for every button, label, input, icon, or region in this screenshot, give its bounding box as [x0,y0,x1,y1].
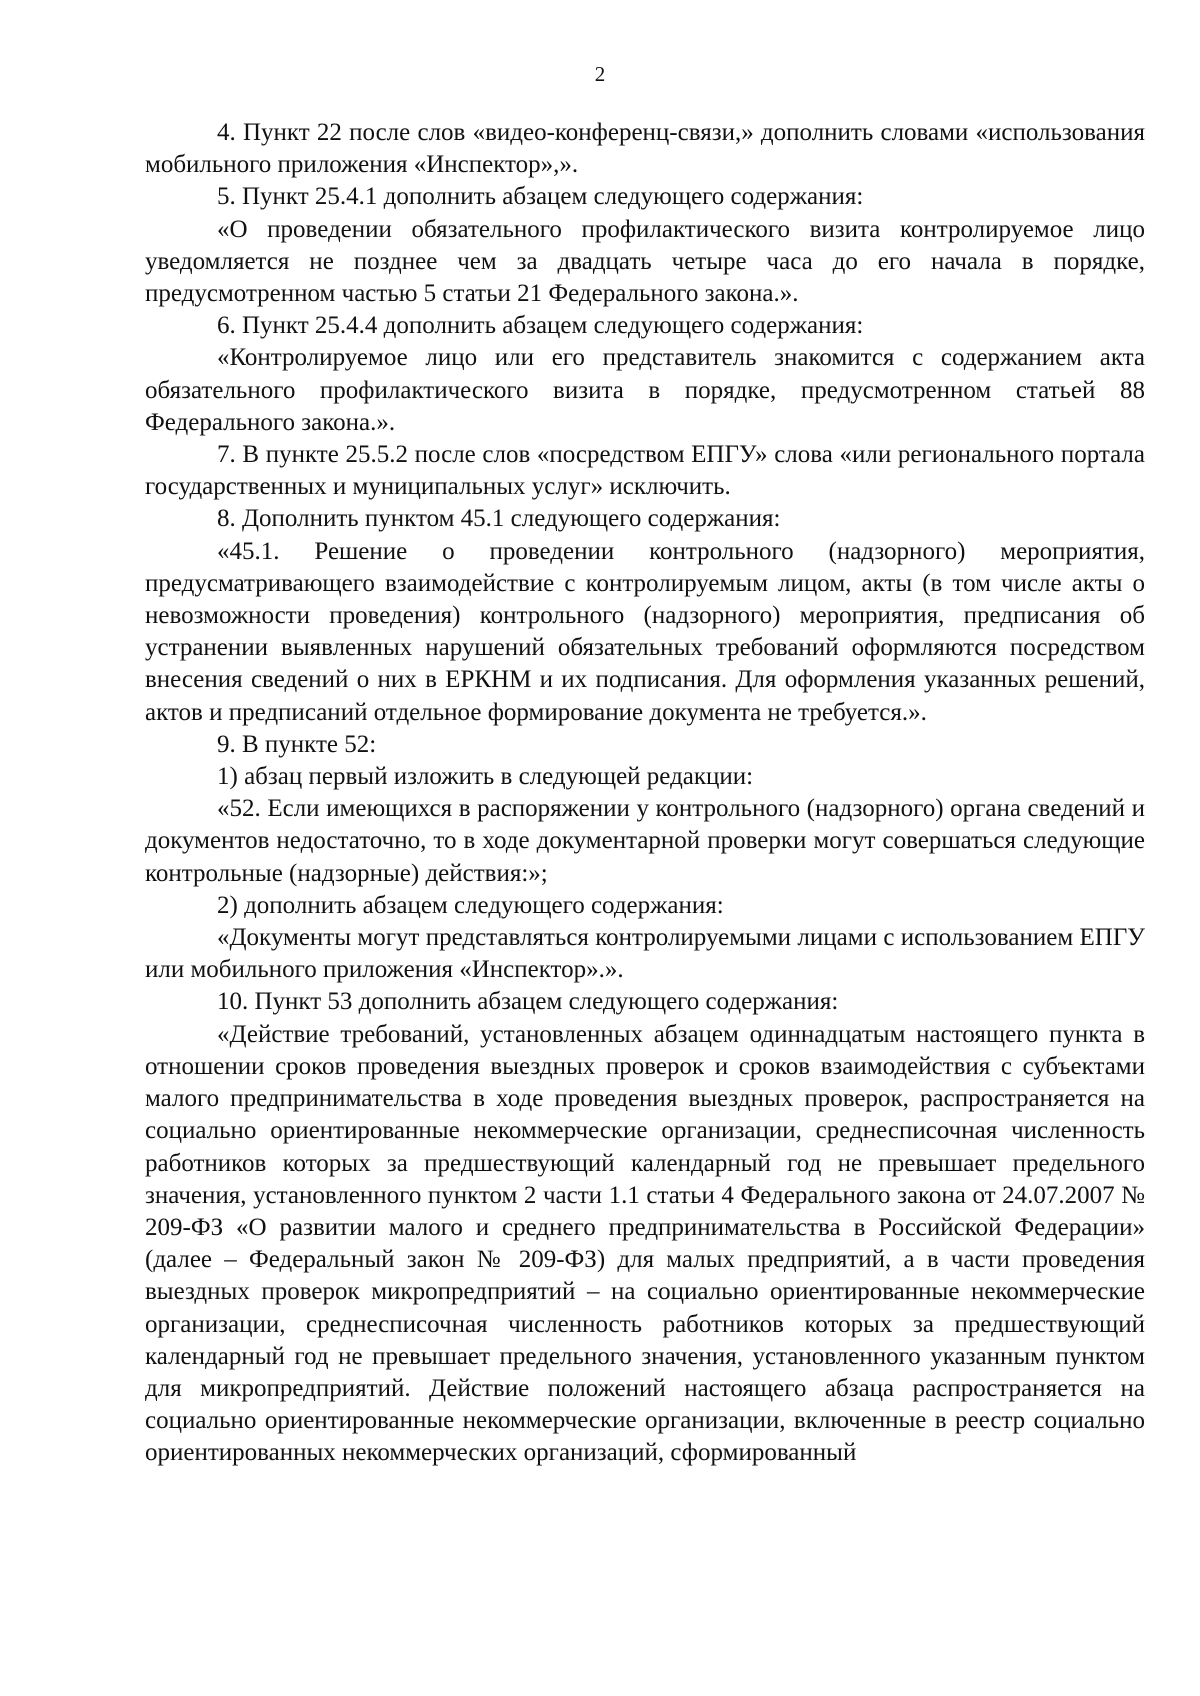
page-number: 2 [594,62,606,86]
paragraph-item-5: 5. Пункт 25.4.1 дополнить абзацем следующего содержания: [217,183,864,211]
paragraph-subitem-1: 1) абзац первый изложить в следующей редакции: [217,763,754,791]
paragraph-item-10: 10. Пункт 53 дополнить абзацем следующего содержания: [217,988,839,1016]
paragraph-item-7: 7. В пункте 25.5.2 после слов «посредством ЕПГУ» слова «или регионального портала государственных и муниципальных услуг» исключить. [145,441,1145,501]
paragraph-item-6: 6. Пункт 25.4.4 дополнить абзацем следующего содержания: [217,312,864,340]
paragraph-quote-documents: «Документы могут представляться контролируемыми лицами с использованием ЕПГУ или мобильного приложения «Инспектор».». [145,924,1145,984]
paragraph-quote-53: «Действие требований, установленных абзацем одиннадцатым настоящего пункта в отношении сроков проведения выездных проверок и сроков взаимодействия с субъектами малого предпринимательства в ходе проведения выездных проверок, распространяется на социально ориентированные некоммерческие организации, среднесписочная численность работников которых за предшествующий календарный год не превышает предельного значения, установленного пунктом 2 части 1.1 статьи 4 Федерального закона от 24.07.2007 № 209-ФЗ «О развитии малого и среднего предпринимательства в Российской Федерации» (далее – Федеральный закон № 209-ФЗ) для малых предприятий, а в части проведения выездных проверок микропредприятий – на социально ориентированные некоммерческие организации, среднесписочная численность работников которых за предшествующий календарный год не превышает предельного значения, установленного указанным пунктом для микропредприятий. Действие положений настоящего абзаца распространяется на социально ориентированные некоммерческие организации, включенные в реестр социально ориентированных некоммерческих организаций, сформированный [145,1020,1145,1467]
paragraph-subitem-2: 2) дополнить абзацем следующего содержания: [217,891,724,919]
document-body [145,117,1145,1470]
paragraph-quote-52: «52. Если имеющихся в распоряжении у контрольного (надзорного) органа сведений и документов недостаточно, то в ходе документарной проверки могут совершаться следующие контрольные (надзорные) действия:»; [145,795,1145,887]
paragraph-item-4: 4. Пункт 22 после слов «видео-конференц-связи,» дополнить словами «использования мобильного приложения «Инспектор»,». [145,119,1145,179]
paragraph-item-9: 9. В пункте 52: [217,730,377,758]
paragraph-quote-25-4-4: «Контролируемое лицо или его представитель знакомится с содержанием акта обязательного профилактического визита в порядке, предусмотренном статьей 88 Федерального закона.». [145,344,1145,436]
paragraph-item-8: 8. Дополнить пунктом 45.1 следующего содержания: [217,505,781,533]
paragraph-quote-25-4-1: «О проведении обязательного профилактического визита контролируемое лицо уведомляется не позднее чем за двадцать четыре часа до его начала в порядке, предусмотренном частью 5 статьи 21 Федерального закона.». [145,215,1145,308]
paragraph-quote-45-1: «45.1. Решение о проведении контрольного (надзорного) мероприятия, предусматривающего взаимодействие с контролируемым лицом, акты (в том числе акты о невозможности проведения) контрольного (надзорного) мероприятия, предписания об устранении выявленных нарушений обязательных требований оформляются посредством внесения сведений о них в ЕРКНМ и их подписания. Для оформления указанных решений, актов и предписаний отдельное формирование документа не требуется.». [145,537,1145,726]
